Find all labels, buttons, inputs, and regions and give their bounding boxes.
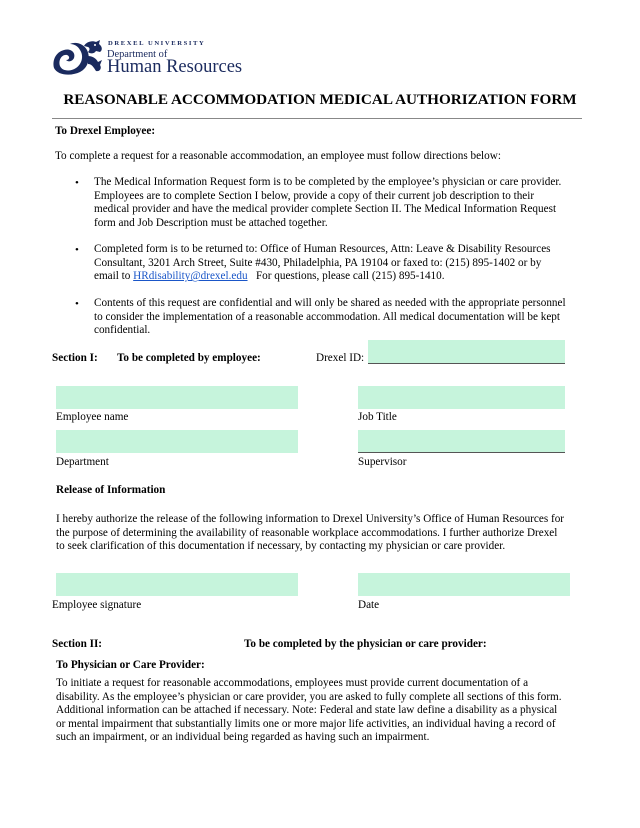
physician-line: Additional information can be attached if necessary. Note: Federal and state law define a disability as a physical (56, 704, 558, 717)
bullet-1 (94, 176, 594, 230)
bullet-3-line: Contents of this request are confidential and will only be shared as needed with the appropriate personnel (94, 297, 566, 309)
title-divider (52, 118, 582, 119)
bullet-dot: • (75, 298, 79, 310)
date-field[interactable] (358, 573, 570, 596)
bullet-3-line: confidential. (94, 324, 151, 337)
physician-text (56, 677, 601, 745)
bullet-3 (94, 297, 594, 338)
bullet-2-line: Completed form is to be returned to: Office of Human Resources, Attn: Leave & Disability Resources (94, 243, 551, 255)
release-line: I hereby authorize the release of the following information to Drexel University’s Office of Human Resources for (56, 513, 565, 525)
drexel-id-label: Drexel ID: (316, 352, 365, 364)
supervisor-field[interactable] (358, 430, 565, 453)
employee-signature-label: Employee signature (52, 599, 142, 611)
physician-line: such an impairment, or an individual being regarded as having such an impairment. (56, 731, 430, 744)
logo-human-resources: Human Resources (107, 57, 243, 77)
physician-line: To initiate a request for reasonable accommodations, employees must provide current documentation of a (56, 677, 529, 689)
section-2-label: Section II: (52, 638, 103, 650)
employee-signature-field[interactable] (56, 573, 298, 596)
bullet-1-line: form and Job Description must be attached together. (94, 216, 328, 229)
date-label: Date (358, 599, 380, 611)
physician-line: or mental impairment that substantially limits one or more major life activities, an individual having a record of (56, 717, 556, 730)
section-1-label: Section I: (52, 352, 98, 364)
employee-name-field[interactable] (56, 386, 298, 409)
department-field[interactable] (56, 430, 298, 453)
dragon-icon (50, 38, 106, 76)
bullet-1-line: medical provider and have the medical provider complete Section II. The Medical Information Request (94, 203, 557, 216)
phone-text: For questions, please call (215) 895-1410. (247, 270, 445, 283)
section-1-heading: To be completed by employee: (117, 352, 261, 364)
to-physician-heading: To Physician or Care Provider: (56, 659, 205, 671)
bullet-dot: • (75, 177, 79, 189)
bullet-2-line (94, 270, 594, 284)
to-employee-intro: To complete a request for a reasonable accommodation, an employee must follow directions below: (55, 150, 501, 162)
bullet-1-line: The Medical Information Request form is to be completed by the employee’s physician or care provider. (94, 176, 562, 188)
bullet-2 (94, 243, 594, 284)
release-line: to seek clarification of this documentation if necessary, by contacting my physician or care provider. (56, 540, 506, 553)
drexel-id-field[interactable] (368, 340, 565, 364)
supervisor-label: Supervisor (358, 456, 407, 468)
bullet-3-line: to consider the implementation of a reasonable accommodation. All medical documentation will be kept (94, 310, 561, 323)
bullet-2-line: Consultant, 3201 Arch Street, Suite #430, Philadelphia, PA 19104 or faxed to: (215) 895-1402 or by (94, 256, 542, 269)
release-line: the purpose of determining the availability of reasonable workplace accommodations. I further authorize Drexel (56, 526, 558, 539)
physician-line: disability. As the employee’s physician or care provider, you are asked to fully complete all sections of this form. (56, 690, 562, 703)
release-text (56, 513, 596, 554)
employee-name-label: Employee name (56, 411, 129, 423)
department-label: Department (56, 456, 109, 468)
bullet-dot: • (75, 244, 79, 256)
form-title: REASONABLE ACCOMMODATION MEDICAL AUTHORIZATION FORM (63, 91, 577, 108)
section-2-heading: To be completed by the physician or care provider: (244, 638, 487, 650)
email-prefix: email to (94, 270, 134, 283)
logo-university: DREXEL UNIVERSITY (108, 40, 206, 47)
release-heading: Release of Information (56, 484, 166, 496)
job-title-field[interactable] (358, 386, 565, 409)
bullet-1-line: Employees are to complete Section I below, provide a copy of their current job description to their (94, 189, 535, 202)
to-employee-heading: To Drexel Employee: (55, 125, 156, 137)
logo-department-of: Department of (107, 49, 168, 60)
job-title-label: Job Title (358, 411, 397, 423)
hr-email-link[interactable]: HRdisability@drexel.edu (133, 270, 248, 283)
